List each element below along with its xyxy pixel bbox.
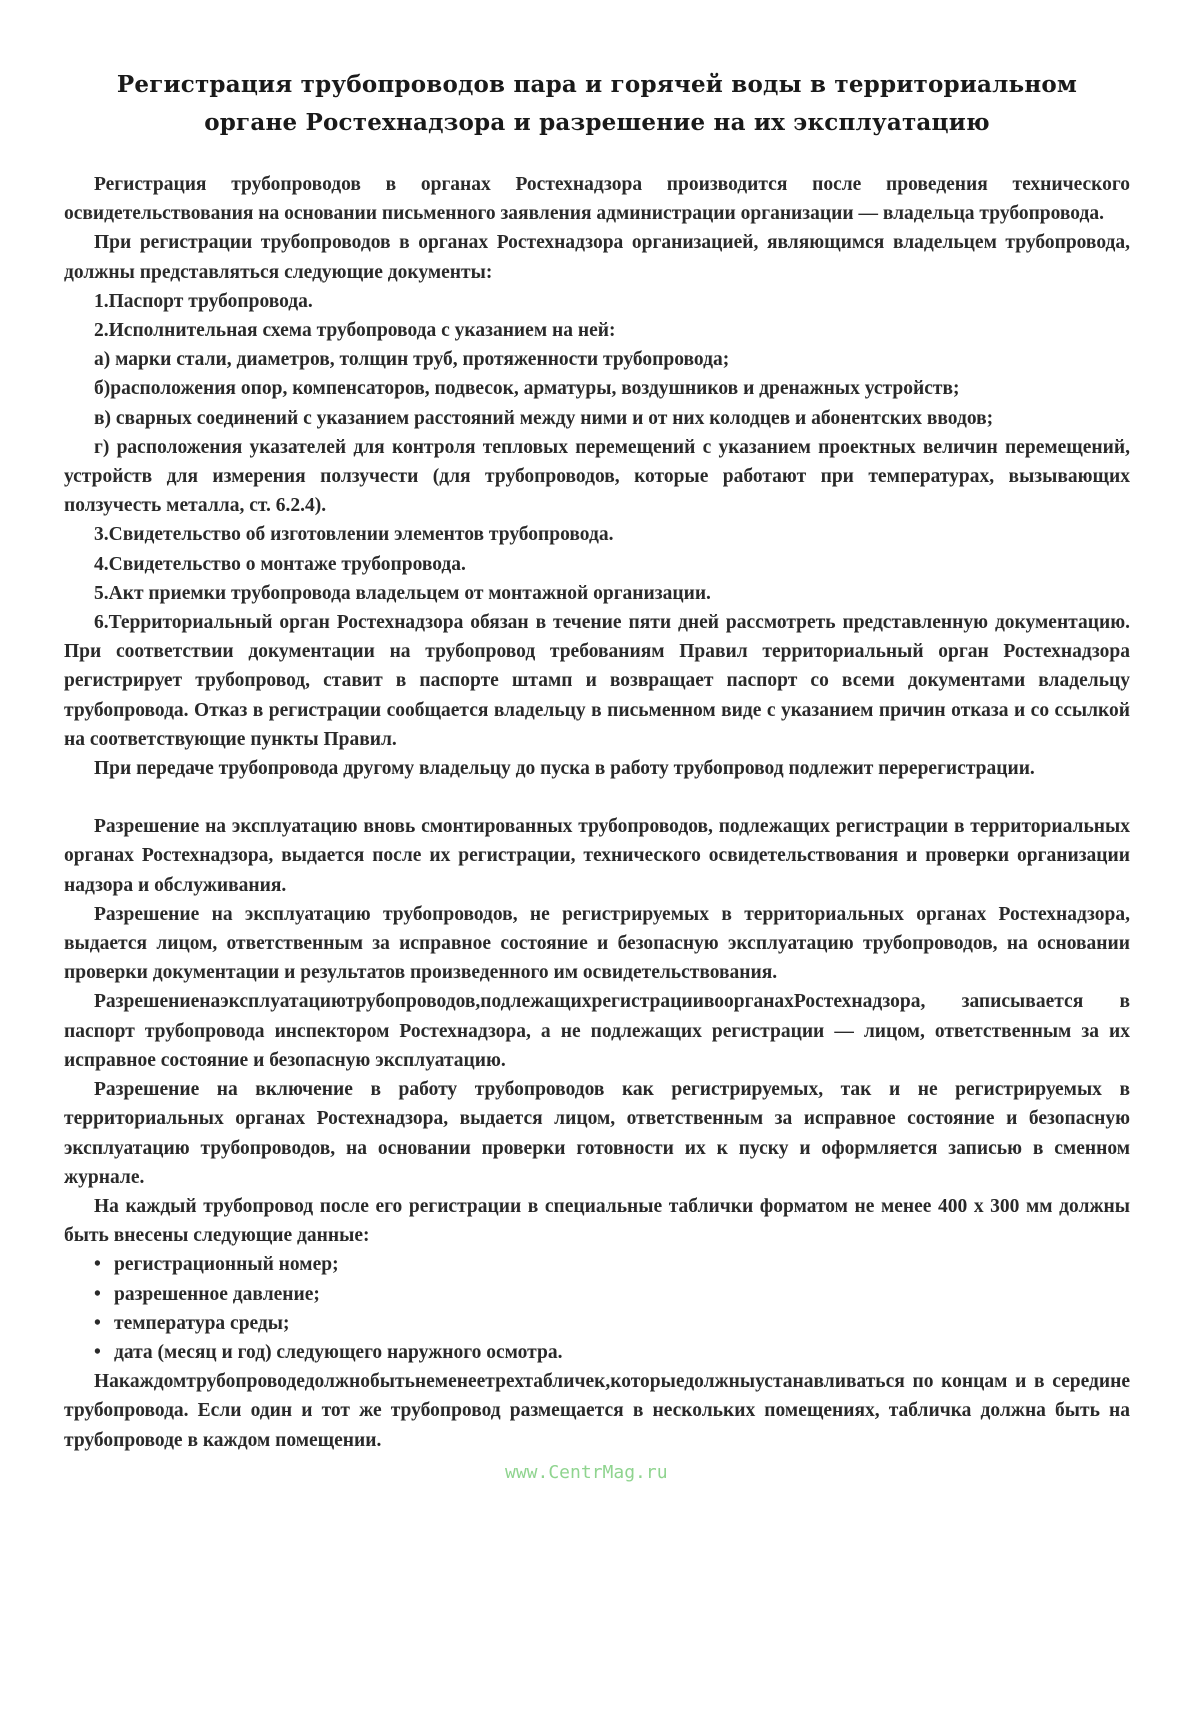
paragraph: Разрешениенаэксплуатациютрубопроводов,подлежащихрегистрациивоорганахРостехнадзора, записывается в паспорт трубопровода инспектором Ростехнадзора, а не подлежащих регистрации — лицом, ответственным за их исправное состояние и безопасную эксплуатацию. xyxy=(64,991,1130,1071)
bullet-text: температура среды; xyxy=(114,1312,290,1334)
paragraph: При передаче трубопровода другому владельцу до пуска в работу трубопровод подлежит перерегистрации. xyxy=(94,758,1035,780)
list-item: 5.Акт приемки трубопровода владельцем от монтажной организации. xyxy=(94,582,711,604)
bullet-item xyxy=(64,1338,1130,1367)
bullet-text: дата (месяц и год) следующего наружного осмотра. xyxy=(114,1341,563,1363)
section-registration xyxy=(64,170,1130,783)
sub-list-item: а) марки стали, диаметров, толщин труб, протяженности трубопровода; xyxy=(94,349,730,371)
watermark: www.CentrMag.ru xyxy=(505,1462,668,1483)
document-title xyxy=(64,66,1130,142)
bullet-item xyxy=(64,1309,1130,1338)
list-item: 3.Свидетельство об изготовлении элементов трубопровода. xyxy=(94,524,614,546)
title-line-1: Регистрация трубопроводов пара и горячей воды в территориальном xyxy=(116,71,1078,98)
paragraph: Разрешение на эксплуатацию трубопроводов, не регистрируемых в территориальных органах Ростехнадзора, выдается лицом, ответственным за исправное состояние и безопасную эксплуатацию трубопроводов, на основании проверки документации и результатов произведенного им освидетельствования. xyxy=(64,903,1130,984)
list-item: 6.Территориальный орган Ростехнадзора обязан в течение пяти дней рассмотреть представленную документацию. При соответствии документации на трубопровод требованиям Правил территориальный орган Ростехнадзора регистрирует трубопровод, ставит в паспорте штамп и возвращает паспорт со всеми документами владельцу трубопровода. Отказ в регистрации сообщается владельцу в письменном виде с указанием причин отказа и со ссылкой на соответствующие пункты Правил. xyxy=(64,612,1130,750)
list-item: 1.Паспорт трубопровода. xyxy=(94,290,313,312)
paragraph: На каждый трубопровод после его регистрации в специальные таблички форматом не менее 400 х 300 мм должны быть внесены следующие данные: xyxy=(64,1195,1130,1247)
document-page xyxy=(64,66,1130,1455)
list-item: 2.Исполнительная схема трубопровода с указанием на ней: xyxy=(94,320,616,342)
bullet-icon: • xyxy=(94,1283,101,1305)
bullet-text: разрешенное давление; xyxy=(114,1283,320,1305)
sub-list-item: в) сварных соединений с указанием расстояний между ними и от них колодцев и абонентских вводов; xyxy=(94,407,994,429)
closing-paragraph: Накаждомтрубопроводедолжнобытьнеменеетрехтабличек,которыедолжныустанавливаться по концам и в середине трубопровода. Если один и тот же трубопровод размещается в нескольких помещениях, табличка должна быть на трубопроводе в каждом помещении. xyxy=(64,1371,1130,1451)
sub-list-item: г) расположения указателей для контроля тепловых перемещений с указанием проектных величин перемещений, устройств для измерения ползучести (для трубопроводов, которые работают при температурах, вызывающих ползучесть металла, ст. 6.2.4). xyxy=(64,436,1130,517)
paragraph: Разрешение на включение в работу трубопроводов как регистрируемых, так и не регистрируемых в территориальных органах Ростехнадзора, выдается лицом, ответственным за исправное состояние и безопасную эксплуатацию трубопроводов, на основании проверки готовности их к пуску и оформляется записью в сменном журнале. xyxy=(64,1079,1130,1188)
bullet-item xyxy=(64,1280,1130,1309)
section-permission xyxy=(64,812,1130,1454)
section-gap xyxy=(64,783,1130,812)
bullet-text: регистрационный номер; xyxy=(114,1254,339,1276)
paragraph: Регистрация трубопроводов в органах Ростехнадзора производится после проведения технического освидетельствования на основании письменного заявления администрации организации — владельца трубопровода. xyxy=(64,174,1130,225)
list-item: 4.Свидетельство о монтаже трубопровода. xyxy=(94,553,466,575)
paragraph: Разрешение на эксплуатацию вновь смонтированных трубопроводов, подлежащих регистрации в территориальных органах Ростехнадзора, выдается после их регистрации, технического освидетельствования и проверки организации надзора и обслуживания. xyxy=(64,816,1130,896)
bullet-icon: • xyxy=(94,1254,101,1276)
bullet-item xyxy=(64,1250,1130,1279)
paragraph: При регистрации трубопроводов в органах Ростехнадзора организацией, являющимся владельцем трубопровода, должны представляться следующие документы: xyxy=(64,232,1130,283)
bullet-icon: • xyxy=(94,1312,101,1334)
sub-list-item: б)расположения опор, компенсаторов, подвесок, арматуры, воздушников и дренажных устройств; xyxy=(94,378,960,400)
bullet-icon: • xyxy=(94,1341,101,1363)
title-line-2: органе Ростехнадзора и разрешение на их эксплуатацию xyxy=(204,109,990,136)
